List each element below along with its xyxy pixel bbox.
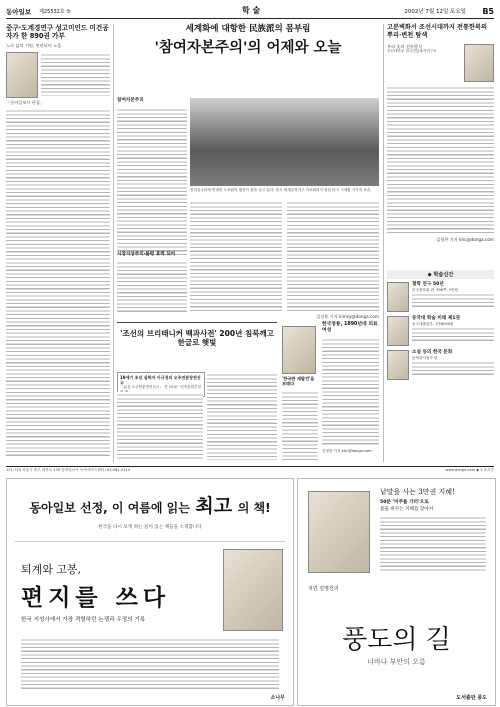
book-ad-right xyxy=(297,478,496,706)
small-body-text xyxy=(322,337,379,447)
main-lead-text xyxy=(117,107,187,257)
main-article-lead xyxy=(117,98,187,257)
main-subhead: 시장지상주의·불평 효력 되어 xyxy=(117,252,176,257)
new-book-item xyxy=(387,282,494,312)
new-books-title: ◆ 학술신간 xyxy=(387,270,494,279)
new-book-title: 철학 연구 50년 xyxy=(412,282,444,287)
main-photo-caption: 신자유주의에 반대한 노조원의 행진이 줄을 잇고 있다. 당시 세계무역기구 각료회의가 열린 미국 시애틀 시가지 모습. xyxy=(190,188,372,192)
new-book-note: 문학과지성사 편 xyxy=(412,355,438,360)
column-rule xyxy=(383,24,384,462)
ad-book-cover xyxy=(223,549,283,631)
new-book-title: 동국대 학술 미래 제1권 xyxy=(412,316,460,321)
ad-body-text xyxy=(21,637,279,691)
new-book-desc xyxy=(412,292,494,308)
main-photo xyxy=(190,98,379,186)
second-body-text-1 xyxy=(117,392,203,460)
ad2-author: 지민 김영진의 xyxy=(308,586,339,592)
right-body-text xyxy=(387,85,494,235)
left-body-text xyxy=(6,108,110,458)
left-text-block xyxy=(41,52,110,96)
ad-publisher: 소나무 xyxy=(270,695,285,701)
small-article xyxy=(322,322,379,454)
left-column-article xyxy=(6,24,110,458)
page-date: 2002년 7월 12일 토요일 xyxy=(404,9,466,15)
second-headline: '조선의 브리태니커 백과사전' 200년 침묵깨고 한글로 햇빛 xyxy=(120,329,274,348)
new-book-desc xyxy=(412,360,494,376)
new-book-cover xyxy=(387,350,409,380)
right-author: 김형찬 기자 khc@donga.com xyxy=(436,236,494,242)
ad2-text xyxy=(380,515,486,571)
page-footer xyxy=(6,466,494,474)
new-book-note: 동국대출판부, 1만8000원 xyxy=(412,321,454,326)
ad-emphasis: 최고 xyxy=(195,495,233,517)
ad-divider xyxy=(15,541,285,542)
small-author: 김형찬 기자 khc@donga.com xyxy=(322,448,372,453)
new-book-item xyxy=(387,350,494,380)
main-headline: '참여자본주의'의 어제와 오늘 xyxy=(154,39,342,56)
page-number: B5 xyxy=(482,6,494,16)
ad2-line1: 50분 ‘미주를 가터’으로 xyxy=(380,500,429,505)
new-book-cover xyxy=(387,282,409,312)
new-books-section xyxy=(387,270,494,380)
ad2-book-title: 풍도의 길 xyxy=(342,625,451,655)
paper-name: 동아일보 xyxy=(6,7,32,16)
ad-book-title: 편지를 쓰다 xyxy=(21,584,171,611)
ad2-book-subtitle: 너바나 부안의 오름 xyxy=(367,658,426,666)
main-body-text-3 xyxy=(287,200,379,312)
right-headline: 고분벽화서 조선시대까지 전통한복의 뿌리·변천 탐색 xyxy=(387,24,487,39)
column-rule xyxy=(113,24,114,462)
ad-intro: 한국을 다시 보게 하는 깊이 있는 책들을 소개합니다 xyxy=(98,525,202,530)
ad2-book-cover xyxy=(308,491,370,573)
second-article xyxy=(117,322,277,348)
ad2-quote: 낱말을 사는 3만권 지혜! xyxy=(380,488,455,496)
second-box-title: 19세기 조선 실학자 이규경의 오주연문장전산고 xyxy=(120,375,201,385)
footer-site: www.donga.com ◆ 1 소시루 xyxy=(445,468,494,472)
second-book-cover xyxy=(282,326,316,374)
ad2-publisher: 도서출판 풍도 xyxy=(456,695,487,701)
second-body-text-3 xyxy=(282,390,318,460)
issue-number: 제25532호 ⑤ xyxy=(39,8,71,15)
main-article xyxy=(117,24,379,57)
left-byline: 「동아일보사 편집」 xyxy=(6,99,45,105)
new-book-title: 소설 등의 한국 문화 xyxy=(412,350,453,355)
new-book-desc xyxy=(412,326,494,342)
right-caption: 우리 옷의 전통양식 xyxy=(387,43,423,49)
small-headline: 한국정통, 1890년대 의료 여성 xyxy=(322,322,378,333)
left-headline: 중구·도계경연구 성고미인드 미건공자가 한 890권 가부 xyxy=(6,24,109,41)
second-box-note: 「분류 오주연문장전산고」 전 10권 · 민족문화추진 xyxy=(120,385,202,389)
right-article xyxy=(387,24,494,242)
masthead xyxy=(6,4,494,19)
right-book-cover xyxy=(464,44,494,82)
section-title: 학 술 xyxy=(242,6,261,15)
main-label: 참여자본주의 xyxy=(117,98,144,103)
second-subhead: '한국판 재발견'을 보태다 xyxy=(282,376,315,387)
ad-book-desc: 한국 지성사에서 가장 격렬하던 논쟁과 우정의 기록 xyxy=(21,617,146,623)
left-subhead: 노자 삶의 기원, 연관되어 노을 xyxy=(6,43,62,49)
right-source: 부산대학교 한국전통복식연구소 xyxy=(387,48,437,53)
new-book-note: 한국철학회 편, 396쪽, 2만원 xyxy=(412,287,459,292)
main-body-text-4 xyxy=(117,260,187,312)
left-book-cover xyxy=(6,52,38,98)
new-book-cover xyxy=(387,316,409,346)
new-book-item xyxy=(387,316,494,346)
book-ad-left xyxy=(6,478,294,706)
main-kicker: 세계화에 대항한 民族派의 몸부림 xyxy=(185,24,311,34)
ad-book-subtitle: 퇴계와 고봉, xyxy=(21,563,82,576)
footer-address: 121-715 서울시 중구 세종로 139 동아일보사 독자서비스센터 (02)361-0114 xyxy=(6,468,130,472)
main-body-text-2 xyxy=(190,200,282,312)
second-body-text-2 xyxy=(207,372,277,460)
ad2-line2: 몸을 바꾸는 지혜를 찾아서 xyxy=(380,507,434,512)
ad-tail: 의 책! xyxy=(237,501,271,515)
main-author: 김상윤 기자 kimsy@donga.com xyxy=(316,314,379,319)
ad-top-line: 동아일보 선정, 이 여름에 읽는 xyxy=(29,501,190,515)
